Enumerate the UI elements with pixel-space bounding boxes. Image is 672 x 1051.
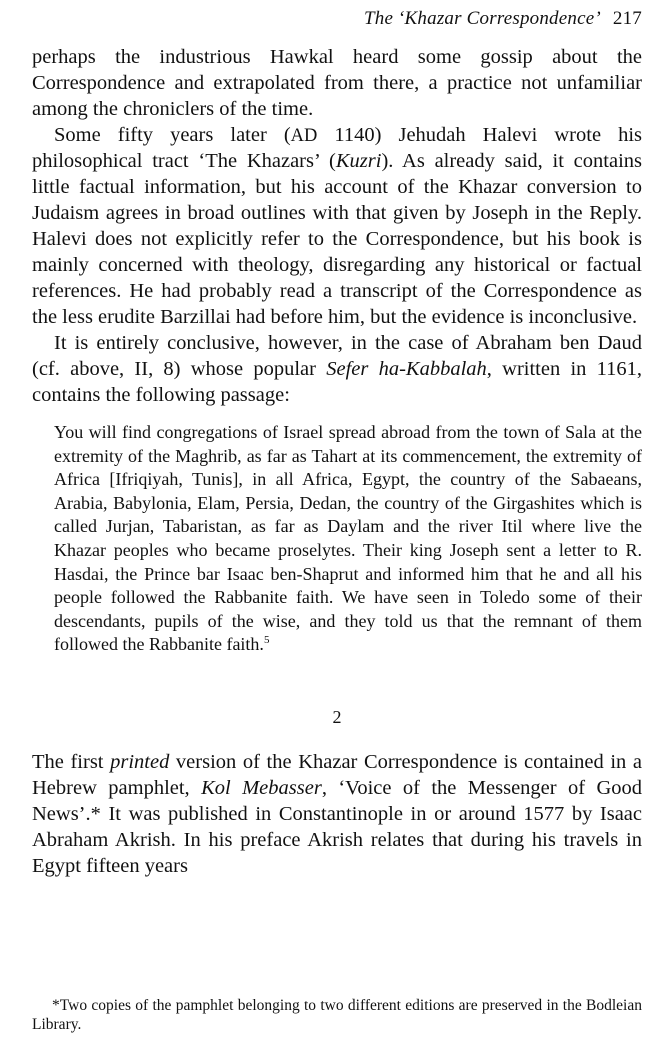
- italic-title: Sefer ha-Kabbalah: [326, 358, 487, 380]
- italic-title: Kuzri: [335, 150, 382, 172]
- quote-text: You will find congregations of Israel spread abroad from the town of Sala at the extremity of the Maghrib, as far as Tahart at its commencement, the extremity of Africa [Ifriqiyah, Tunis], in all Africa, Egypt, the country of the Sabaeans, Arabia, Babylonia, Elam, Persia, Dedan, the country of the Girgashites which is called Jurjan, Tabaristan, as far as Daylam and the river Itil where live the Khazar peoples who became proselytes. Their king Joseph sent a letter to R. Hasdai, the Prince bar Isaac ben-Shaprut and informed him that he and all his people followed the Rabbanite faith. We have seen in Toledo some of their descendants, pupils of the wise, and they told us that the remnant of them followed the Rabbanite faith.: [54, 422, 642, 655]
- text-run: , ‘Voice of the Messenger of Good News’.: [32, 776, 643, 825]
- running-head: [364, 8, 642, 30]
- text-run: It is entirely conclusive, however, in the case of Abraham ben Daud (cf. above, II, 8) whose popular: [32, 332, 642, 380]
- block-quote: [54, 421, 642, 657]
- footnote-marker: *: [90, 802, 101, 825]
- footnote-text: *Two copies of the pamphlet belonging to two different editions are preserved in the Bodleian Library.: [32, 997, 642, 1033]
- text-run: , written in 1161, contains the following passage:: [32, 358, 642, 406]
- body-text: [32, 44, 642, 879]
- page-number: 217: [612, 8, 642, 29]
- text-run: version of the Khazar Correspondence is contained in a Hebrew pamphlet,: [32, 750, 642, 799]
- era-abbreviation: AD: [290, 125, 318, 145]
- paragraph: [32, 330, 642, 408]
- italic-word: printed: [110, 750, 170, 773]
- italic-title: Kol Mebasser: [201, 776, 322, 799]
- paragraph: [32, 122, 642, 330]
- footnote: [32, 996, 642, 1034]
- text-run: Some fifty years later (: [54, 124, 291, 146]
- paragraph: perhaps the industrious Hawkal heard some gossip about the Correspondence and extrapolated from there, a practice not unfamiliar among the chroniclers of the time.: [32, 46, 642, 120]
- running-title: The ‘Khazar Correspondence’: [363, 8, 601, 29]
- text-run: 1140) Jehudah Halevi wrote his philosophical tract ‘The Khazars’ (: [32, 124, 643, 172]
- text-run: The first: [32, 750, 111, 773]
- paragraph: [32, 749, 642, 879]
- text-run: ). As already said, it contains little factual information, but his account of the Khazar conversion to Judaism agrees in broad outlines with that given by Joseph in the Reply. Halevi does not explicitly refer to the Correspondence, but his book is mainly concerned with theology, disregarding any historical or factual references. He had probably read a transcript of the Correspondence as the less erudite Barzillai had before him, but the evidence is inconclusive.: [32, 150, 642, 328]
- note-reference: 5: [263, 634, 270, 647]
- section-number: 2: [332, 706, 342, 727]
- text-run: It was published in Constantinople in or around 1577 by Isaac Abraham Akrish. In his preface Akrish relates that during his travels in Egypt fifteen years: [32, 802, 642, 877]
